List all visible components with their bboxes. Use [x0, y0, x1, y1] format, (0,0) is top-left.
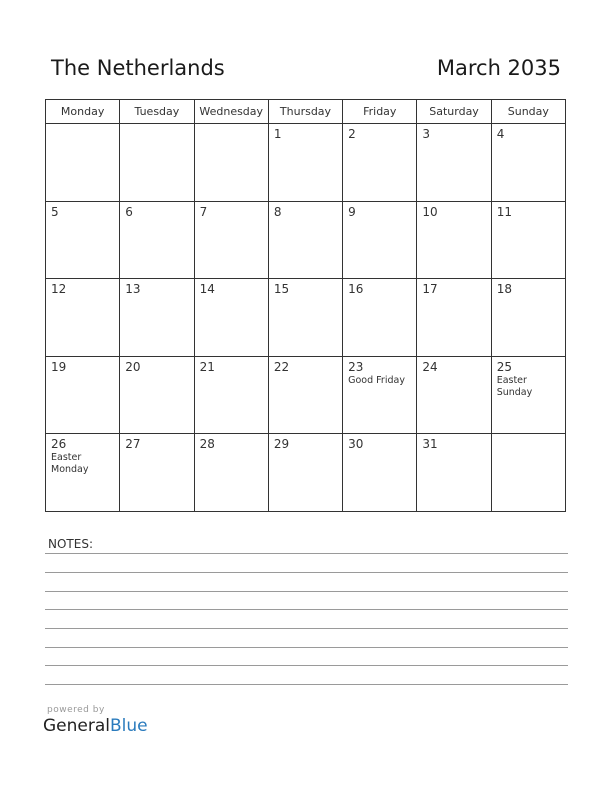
day-number: 30: [348, 437, 364, 452]
day-cell: [417, 279, 491, 357]
note-line: [45, 591, 568, 592]
day-cell: [343, 124, 417, 202]
day-cell: [491, 279, 565, 357]
day-number: 13: [125, 282, 141, 297]
weekday-header: Friday: [343, 100, 417, 124]
day-cell: [268, 279, 342, 357]
day-cell: [46, 124, 120, 202]
week-row: [46, 279, 566, 357]
weekday-header: Sunday: [491, 100, 565, 124]
day-cell: [491, 356, 565, 434]
weekday-header: Monday: [46, 100, 120, 124]
day-number: 27: [125, 437, 141, 452]
day-number: 9: [348, 204, 356, 219]
brand-blue: Blue: [110, 716, 148, 736]
week-row: [46, 356, 566, 434]
holiday-label: Easter Sunday: [496, 374, 533, 398]
day-cell: [194, 356, 268, 434]
day-cell: [268, 201, 342, 279]
day-number: 21: [199, 359, 215, 374]
week-row: [46, 201, 566, 279]
day-number: 2: [348, 127, 356, 141]
day-cell: [194, 201, 268, 279]
day-cell: [268, 124, 342, 202]
day-number: 3: [422, 127, 431, 141]
day-number: 24: [422, 359, 438, 374]
day-cell: [343, 201, 417, 279]
day-cell: [120, 201, 194, 279]
day-number: 4: [496, 127, 505, 141]
day-cell: [417, 434, 491, 512]
brand-general: General: [43, 716, 110, 736]
note-line: [45, 572, 568, 573]
day-cell: [46, 356, 120, 434]
day-number: 29: [273, 437, 290, 452]
weekday-header: Wednesday: [194, 100, 268, 124]
day-number: 12: [51, 282, 67, 297]
holiday-label: Good Friday: [348, 374, 405, 386]
note-line: [45, 647, 568, 648]
day-number: 28: [199, 437, 215, 452]
day-number: 23: [348, 359, 364, 374]
day-cell: [343, 434, 417, 512]
note-line: [45, 553, 568, 554]
note-line: [45, 628, 568, 629]
day-cell: [46, 279, 120, 357]
day-number: 14: [199, 282, 215, 297]
powered-by-text: powered by: [47, 705, 105, 715]
day-number: 26: [51, 437, 67, 452]
day-number: 1: [273, 127, 282, 141]
day-cell: [343, 356, 417, 434]
note-line: [45, 609, 568, 610]
week-row: [46, 434, 566, 512]
day-number: 25: [496, 359, 512, 374]
day-cell: [417, 124, 491, 202]
day-cell: [46, 201, 120, 279]
holiday-label: Easter Monday: [51, 452, 89, 476]
day-cell: [194, 124, 268, 202]
day-cell: [120, 356, 194, 434]
day-number: 22: [273, 359, 290, 374]
calendar-month-title: March 2035: [436, 56, 561, 80]
day-cell: [491, 201, 565, 279]
day-number: 5: [51, 204, 59, 219]
day-cell: [194, 279, 268, 357]
weekday-header: Saturday: [417, 100, 491, 124]
day-cell: [268, 356, 342, 434]
day-cell: [120, 124, 194, 202]
note-line: [45, 665, 568, 666]
day-number: 18: [496, 282, 512, 297]
day-number: 11: [496, 204, 512, 219]
day-cell: [46, 434, 120, 512]
day-number: 6: [125, 204, 133, 219]
weekday-header-row: [46, 100, 566, 124]
weekday-header: Thursday: [268, 100, 342, 124]
day-number: 19: [51, 359, 67, 374]
note-line: [45, 684, 568, 685]
weekday-header: Tuesday: [120, 100, 194, 124]
notes-label: NOTES:: [48, 537, 93, 551]
generalblue-logo[interactable]: [43, 716, 148, 736]
day-cell: [120, 434, 194, 512]
day-cell: [491, 434, 565, 512]
day-cell: [343, 279, 417, 357]
day-number: 31: [422, 437, 438, 452]
day-cell: [491, 124, 565, 202]
day-cell: [417, 356, 491, 434]
week-row: [46, 124, 566, 202]
day-number: 15: [273, 282, 290, 297]
day-cell: [194, 434, 268, 512]
calendar-grid: [45, 99, 566, 512]
day-number: 20: [125, 359, 141, 374]
day-number: 8: [273, 204, 282, 219]
day-cell: [268, 434, 342, 512]
day-number: 16: [348, 282, 364, 297]
day-number: 10: [422, 204, 438, 219]
day-number: 7: [199, 204, 208, 219]
day-cell: [417, 201, 491, 279]
day-number: 17: [422, 282, 438, 297]
calendar-country-title: The Netherlands: [51, 56, 225, 80]
day-cell: [120, 279, 194, 357]
